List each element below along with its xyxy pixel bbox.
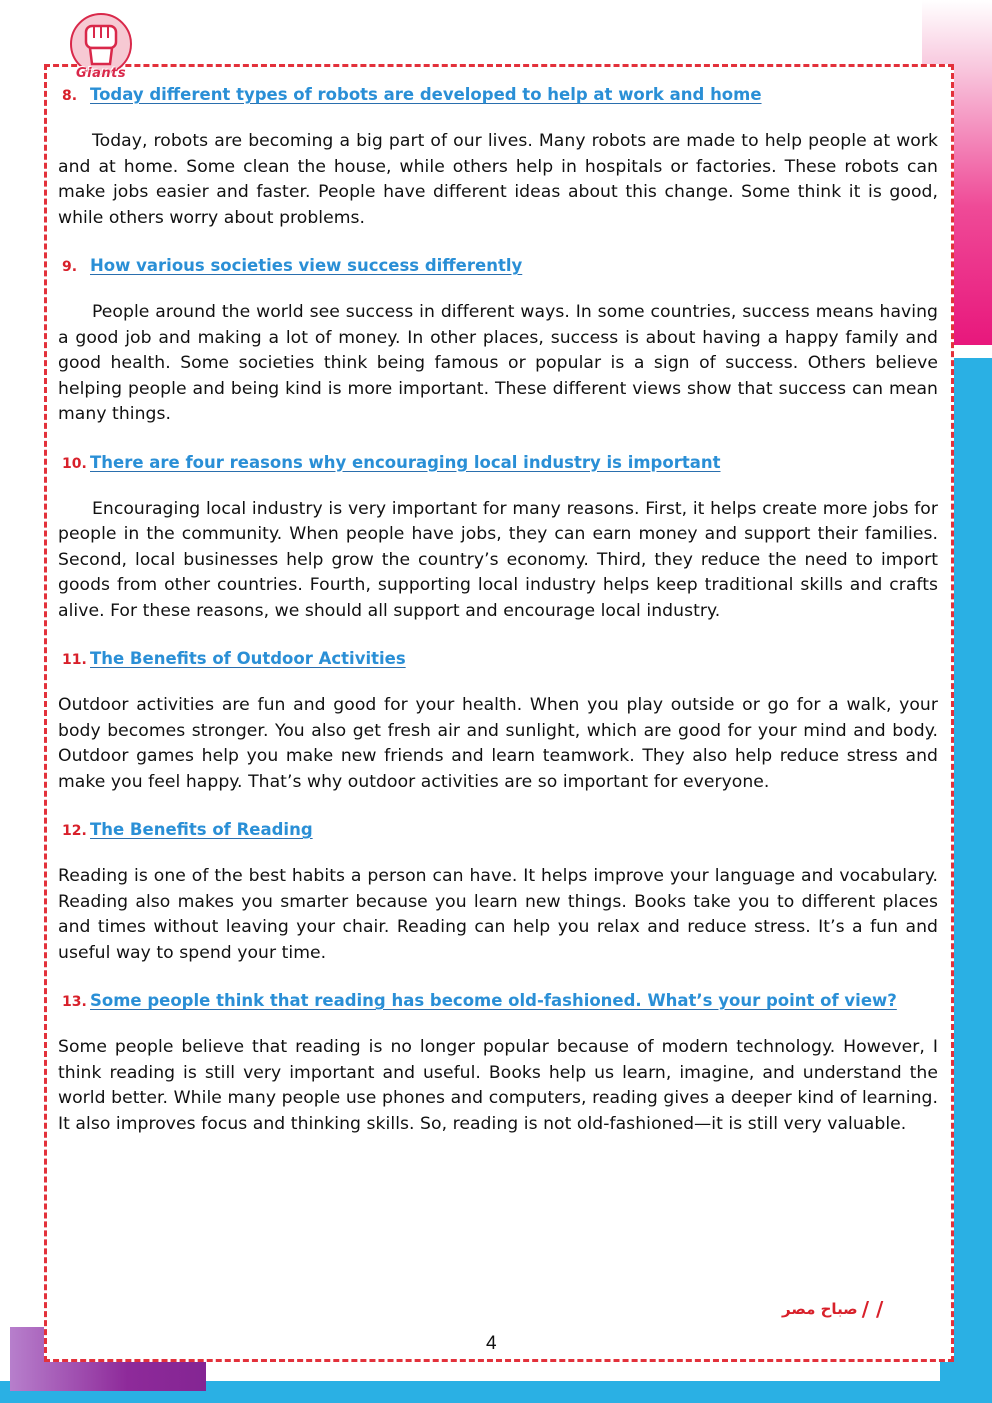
section-heading [58,255,938,278]
section-13 [58,990,938,1137]
slash-icon: / / [861,1297,884,1321]
section-heading [58,84,938,107]
section-text: Encouraging local industry is very important for many reasons. First, it helps create more jobs for people in the community. When people have jobs, they can earn money and support their families. Second, local businesses help grow the country’s economy. Third, they reduce the need to import goods from other countries. Fourth, supporting local industry helps keep traditional skills and crafts alive. For these reasons, we should all support and encourage local industry. [58,498,938,621]
section-11 [58,648,938,795]
section-text: Reading is one of the best habits a person can have. It helps improve your language and vocabulary. Reading also makes you smarter because you learn new things. Books take you to different places and times without leaving your chair. Reading can help you relax and reduce stress. It’s a fun and useful way to spend your time. [58,866,938,963]
watermark [782,1296,938,1322]
section-text: Today, robots are becoming a big part of our lives. Many robots are made to help people at work and at home. Some clean the house, while others help in hospitals or factories. These robots can make jobs easier and faster. People have different ideas about this change. Some think it is good, while others worry about problems. [58,131,938,228]
section-number: 9. [62,259,78,275]
content-area [58,84,938,1137]
section-10 [58,452,938,625]
section-number: 12. [62,823,87,839]
section-title: Some people think that reading has become old-fashioned. What’s your point of view? [90,991,897,1010]
section-12 [58,819,938,966]
section-heading [58,990,938,1013]
section-text: Outdoor activities are fun and good for your health. When you play outside or go for a walk, your body becomes stronger. You also get fresh air and sunlight, which are good for your mind and body. Outdoor games help you make new friends and learn teamwork. They also help reduce stress and make you feel happy. That’s why outdoor activities are so important for everyone. [58,695,938,792]
logo-text: Giants [76,66,127,81]
section-title: The Benefits of Outdoor Activities [90,649,406,668]
page-number: 4 [486,1333,497,1354]
section-title: There are four reasons why encouraging local industry is important [90,452,721,472]
section-number: 10. [62,455,87,472]
section-heading [58,819,938,842]
section-text: People around the world see success in different ways. In some countries, success means having a good job and making a lot of money. In other places, success is about having a happy family and good health. Some societies think being famous or popular is a sign of success. Others believe helping people and being kind is more important. These different views show that success can mean many things. [58,302,938,424]
section-title: Today different types of robots are developed to help at work and home [90,85,762,104]
section-number: 8. [62,88,78,104]
watermark-text: صباح مصر [782,1300,858,1318]
section-heading [58,452,938,475]
section-8 [58,84,938,231]
section-number: 11. [62,652,87,668]
section-text: Some people believe that reading is no longer popular because of modern technology. However, I think reading is still very important and useful. Books help us learn, imagine, and understand the world better. While many people use phones and computers, reading gives a deeper kind of learning. It also improves focus and thinking skills. So, reading is not old-fashioned—it is still very valuable. [58,1037,938,1134]
section-heading [58,648,938,671]
section-title: The Benefits of Reading [90,820,313,839]
section-number: 13. [62,994,87,1010]
section-9 [58,255,938,428]
section-title: How various societies view success differently [90,256,523,275]
